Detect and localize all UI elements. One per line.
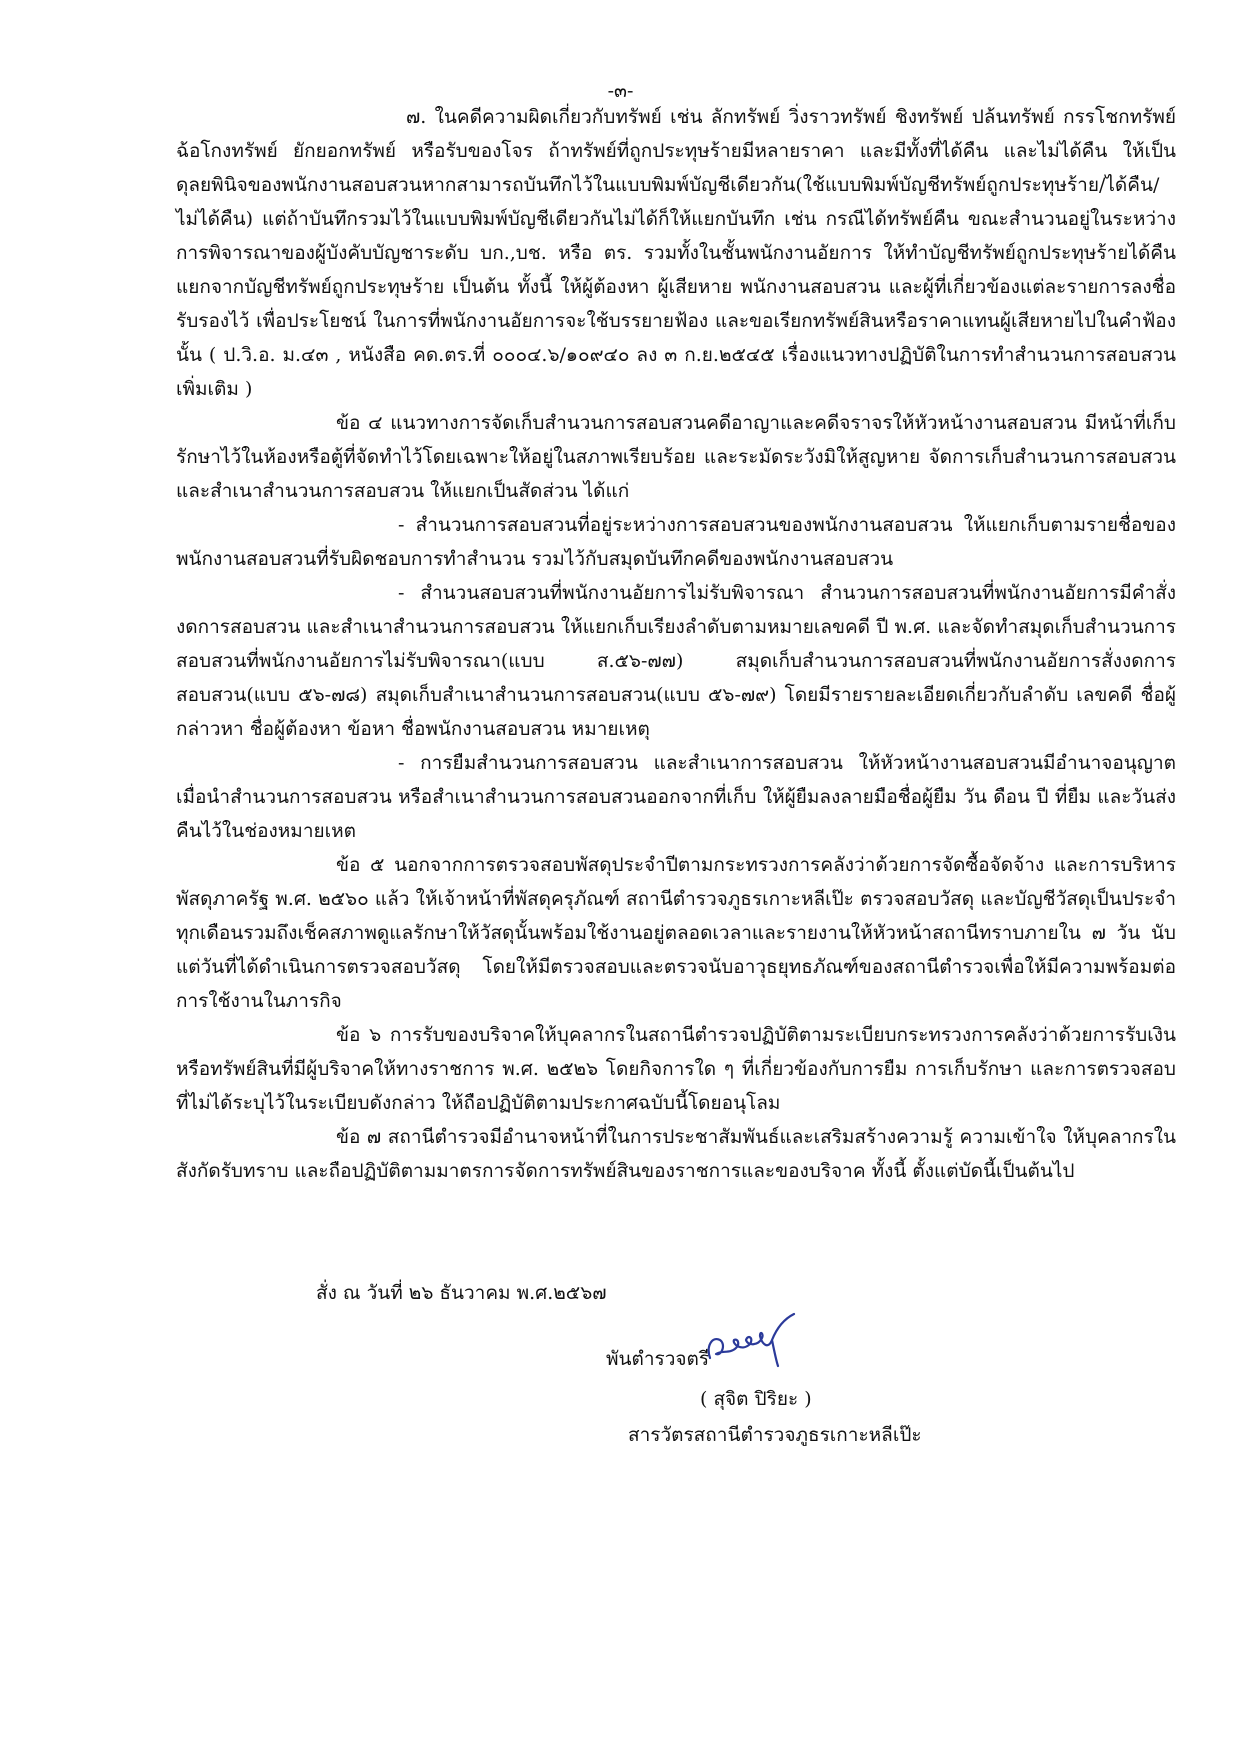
paragraph-clause-4-sub-3: - การยืมสำนวนการสอบสวน และสำเนาการสอบสวน ให้หัวหน้างานสอบสวนมีอำนาจอนุญาตเมื่อนำสำนวนการสอบสวน หรือสำเนาสำนวนการสอบสวนออกจากที่เก็บ ให้ผู้ยืมลงลายมือชื่อผู้ยืม วัน ดือน ปี ที่ยืม และวันส่งคืนไว้ในช่องหมายเหต — [176, 752, 1176, 842]
signer-name: ( สุจิต ปิริยะ ) — [700, 1388, 812, 1410]
page-number: -๓- — [607, 80, 634, 102]
document-body — [176, 100, 1176, 1188]
handwritten-signature — [702, 1310, 812, 1372]
paragraph-clause-5: ข้อ ๕ นอกจากการตรวจสอบพัสดุประจำปีตามกระทรวงการคลังว่าด้วยการจัดซื้อจัดจ้าง และการบริหารพัสดุภาครัฐ พ.ศ. ๒๕๖๐ แล้ว ให้เจ้าหน้าที่พัสดุครุภัณฑ์ สถานีตำรวจภูธรเกาะหลีเป๊ะ ตรวจสอบวัสดุ และบัญชีวัสดุเป็นประจำทุกเดือนรวมถึงเช็คสภาพดูแลรักษาให้วัสดุนั้นพร้อมใช้งานอยู่ตลอดเวลาและรายงานให้หัวหน้าสถานีทราบภายใน ๗ วัน นับแต่วันที่ได้ดำเนินการตรวจสอบวัสดุ โดยให้มีตรวจสอบและตรวจนับอาวุธยุทธภัณฑ์ของสถานีตำรวจเพื่อให้มีความพร้อมต่อการใช้งานในภารกิจ — [176, 854, 1176, 1012]
paragraph-clause-4: ข้อ ๔ แนวทางการจัดเก็บสำนวนการสอบสวนคดีอาญาและคดีจราจรให้หัวหน้างานสอบสวน มีหน้าที่เก็บรักษาไว้ในห้องหรือตู้ที่จัดทำไว้โดยเฉพาะให้อยู่ในสภาพเรียบร้อย และระมัดระวังมิให้สูญหาย จัดการเก็บสำนวนการสอบสวนและสำเนาสำนวนการสอบสวน ให้แยกเป็นสัดส่วน ได้แก่ — [176, 412, 1176, 502]
paragraph-clause-7: ข้อ ๗ สถานีตำรวจมีอำนาจหน้าที่ในการประชาสัมพันธ์และเสริมสร้างความรู้ ความเข้าใจ ให้บุคลากรในสังกัดรับทราบ และถือปฏิบัติตามมาตรการจัดการทรัพย์สินของราชการและของบริจาค ทั้งนี้ ตั้งแต่บัดนี้เป็นต้นไป — [176, 1126, 1176, 1182]
order-date: สั่ง ณ วันที่ ๒๖ ธันวาคม พ.ศ.๒๕๖๗ — [316, 1282, 607, 1304]
paragraph-clause-4-sub-2: - สำนวนสอบสวนที่พนักงานอัยการไม่รับพิจารณา สำนวนการสอบสวนที่พนักงานอัยการมีคำสั่งงดการสอบสวน และสำเนาสำนวนการสอบสวน ให้แยกเก็บเรียงลำดับตามหมายเลขคดี ปี พ.ศ. และจัดทำสมุดเก็บสำนวนการสอบสวนที่พนักงานอัยการไม่รับพิจารณา(แบบ ส.๕๖-๗๗) สมุดเก็บสำนวนการสอบสวนที่พนักงานอัยการสั่งงดการสอบสวน(แบบ ๕๖-๗๘) สมุดเก็บสำเนาสำนวนการสอบสวน(แบบ ๕๖-๗๙) โดยมีรายรายละเอียดเกี่ยวกับลำดับ เลขคดี ชื่อผู้กล่าวหา ชื่อผู้ต้องหา ข้อหา ชื่อพนักงานสอบสวน หมายเหตุ — [176, 582, 1176, 740]
signer-position: สารวัตรสถานีตำรวจภูธรเกาะหลีเป๊ะ — [628, 1424, 922, 1446]
paragraph-clause-6: ข้อ ๖ การรับของบริจาคให้บุคลากรในสถานีตำรวจปฏิบัติตามระเบียบกระทรวงการคลังว่าด้วยการรับเงินหรือทรัพย์สินที่มีผู้บริจาคให้ทางราชการ พ.ศ. ๒๕๒๖ โดยกิจการใด ๆ ที่เกี่ยวข้องกับการยืม การเก็บรักษา และการตรวจสอบ ที่ไม่ได้ระบุไว้ในระเบียบดังกล่าว ให้ถือปฏิบัติตามประกาศฉบับนี้โดยอนุโลม — [176, 1024, 1176, 1114]
paragraph-clause-4-sub-1: - สำนวนการสอบสวนที่อยู่ระหว่างการสอบสวนของพนักงานสอบสวน ให้แยกเก็บตามรายชื่อของพนักงานสอบสวนที่รับผิดชอบการทำสำนวน รวมไว้กับสมุดบันทึกคดีของพนักงานสอบสวน — [176, 514, 1176, 570]
signer-rank: พันตำรวจตรี — [606, 1348, 710, 1370]
signature-block — [600, 1310, 1000, 1480]
paragraph-item-7: ๗. ในคดีความผิดเกี่ยวกับทรัพย์ เช่น ลักทรัพย์ วิ่งราวทรัพย์ ชิงทรัพย์ ปล้นทรัพย์ กรรโชกทรัพย์ ฉ้อโกงทรัพย์ ยักยอกทรัพย์ หรือรับของโจร ถ้าทรัพย์ที่ถูกประทุษร้ายมีหลายราคา และมีทั้งที่ได้คืน และไม่ได้คืน ให้เป็นดุลยพินิจของพนักงานสอบสวนหากสามารถบันทึกไว้ในแบบพิมพ์บัญชีเดียวกัน(ใช้แบบพิมพ์บัญชีทรัพย์ถูกประทุษร้าย/ได้คืน/ไม่ได้คืน) แต่ถ้าบันทึกรวมไว้ในแบบพิมพ์บัญชีเดียวกันไม่ได้ก็ให้แยกบันทึก เช่น กรณีได้ทรัพย์คืน ขณะสำนวนอยู่ในระหว่างการพิจารณาของผู้บังคับบัญชาระดับ บก.,บช. หรือ ตร. รวมทั้งในชั้นพนักงานอัยการ ให้ทำบัญชีทรัพย์ถูกประทุษร้ายได้คืนแยกจากบัญชีทรัพย์ถูกประทุษร้าย เป็นต้น ทั้งนี้ ให้ผู้ต้องหา ผู้เสียหาย พนักงานสอบสวน และผู้ที่เกี่ยวข้องแต่ละรายการลงชื่อรับรองไว้ เพื่อประโยชน์ ในการที่พนักงานอัยการจะใช้บรรยายฟ้อง และขอเรียกทรัพย์สินหรือราคาแทนผู้เสียหายไปในคำฟ้องนั้น ( ป.วิ.อ. ม.๔๓ , หนังสือ คด.ตร.ที่ ๐๐๐๔.๖/๑๐๙๔๐ ลง ๓ ก.ย.๒๕๔๕ เรื่องแนวทางปฏิบัติในการทำสำนวนการสอบสวนเพิ่มเติม ) — [176, 106, 1176, 400]
